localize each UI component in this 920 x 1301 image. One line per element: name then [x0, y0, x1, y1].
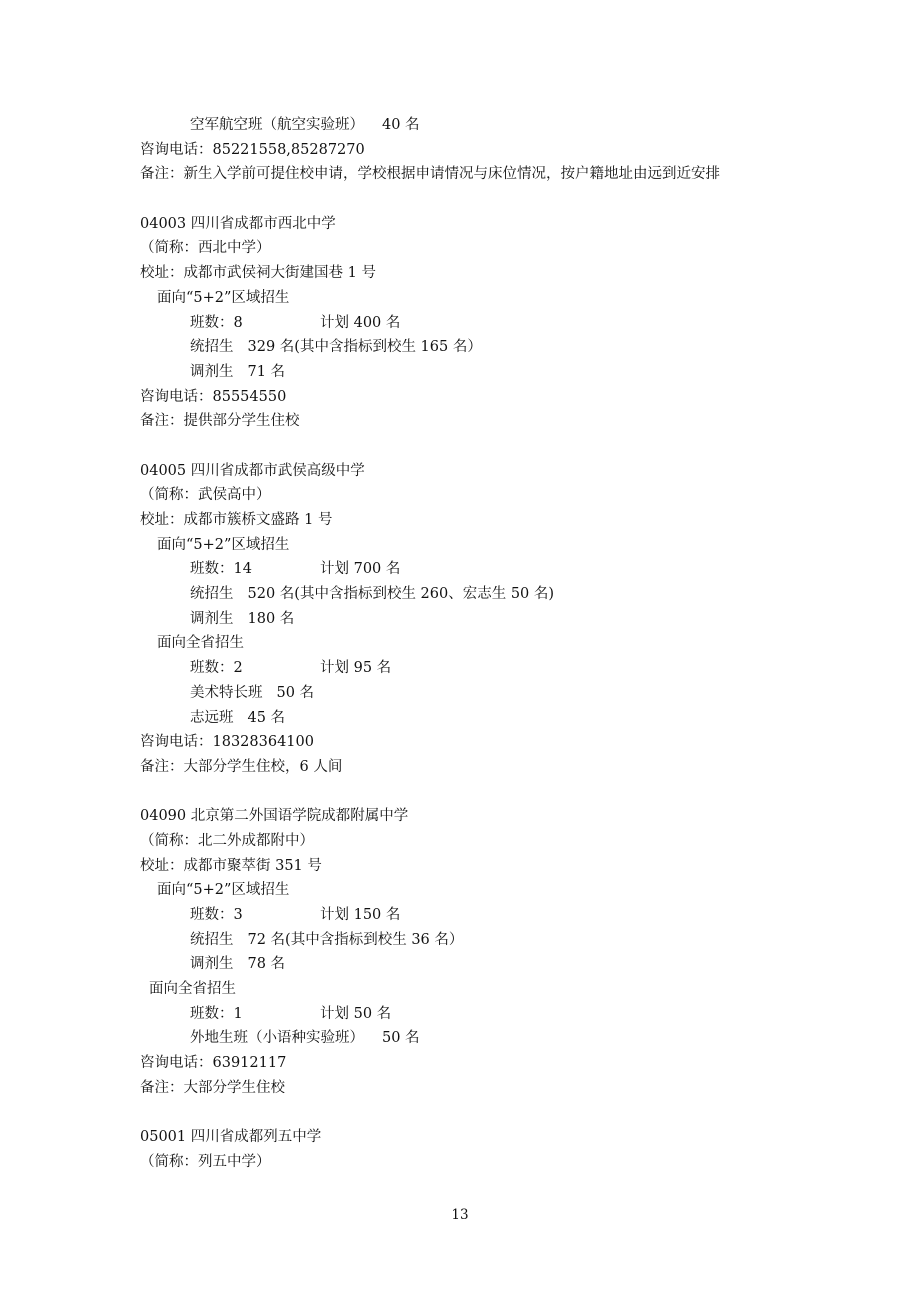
enrollment-section-title: 面向“5+2”区域招生	[157, 536, 290, 553]
school-address: 校址：成都市武侯祠大街建国巷 1 号	[140, 265, 376, 282]
school-entry	[140, 459, 840, 780]
class-plan-line: 班数：2 计划 95 名	[190, 660, 392, 677]
class-plan-line: 班数：3 计划 150 名	[190, 907, 401, 923]
quota-row: 调剂生 180 名	[190, 610, 295, 627]
school-entry	[140, 804, 840, 1100]
quota-row: 统招生 72 名(其中含指标到校生 36 名）	[190, 931, 464, 948]
school-short-name: （简称：北二外成都附中）	[140, 832, 314, 849]
school-entry	[140, 1125, 840, 1174]
quota-row: 统招生 329 名(其中含指标到校生 165 名）	[190, 339, 482, 356]
remark: 备注：大部分学生住校	[140, 1079, 285, 1096]
class-plan-line: 班数：14 计划 700 名	[190, 561, 401, 578]
school-heading: 04005 四川省成都市武侯高级中学	[140, 462, 365, 479]
school-short-name: （简称：西北中学）	[140, 240, 271, 257]
school-short-name: （简称：列五中学）	[140, 1153, 271, 1170]
school-heading: 04090 北京第二外国语学院成都附属中学	[140, 808, 409, 825]
page-number: 13	[451, 1207, 469, 1223]
quota-row: 统招生 520 名(其中含指标到校生 260、宏志生 50 名)	[190, 586, 555, 603]
page-content	[140, 113, 840, 1175]
school-heading: 04003 四川省成都市西北中学	[140, 215, 336, 232]
contact-phone: 咨询电话：18328364100	[140, 734, 314, 751]
enrollment-section-title: 面向全省招生	[149, 981, 236, 998]
quota-row: 外地生班（小语种实验班） 50 名	[190, 1030, 420, 1047]
school-entry	[140, 212, 840, 434]
quota-row: 调剂生 78 名	[190, 956, 286, 973]
class-plan-line: 班数：8 计划 400 名	[190, 314, 401, 331]
contact-phone: 咨询电话：85554550	[140, 388, 287, 405]
remark: 备注：提供部分学生住校	[140, 413, 300, 430]
enrollment-section-title: 面向“5+2”区域招生	[157, 882, 290, 899]
quota-row: 调剂生 71 名	[190, 363, 286, 380]
contact-phone: 咨询电话：85221558,85287270	[140, 141, 365, 158]
enrollment-section-title: 面向“5+2”区域招生	[157, 289, 290, 306]
school-heading: 05001 四川省成都列五中学	[140, 1129, 322, 1146]
enrollment-section-title: 面向全省招生	[157, 635, 244, 652]
quota-row: 志远班 45 名	[190, 709, 286, 726]
remark: 备注：大部分学生住校，6 人间	[140, 758, 343, 775]
class-plan-line: 班数：1 计划 50 名	[190, 1005, 392, 1022]
school-address: 校址：成都市簇桥文盛路 1 号	[140, 512, 333, 528]
class-line: 空军航空班（航空实验班） 40 名	[190, 117, 420, 133]
school-address: 校址：成都市聚萃街 351 号	[140, 857, 322, 874]
contact-phone: 咨询电话：63912117	[140, 1055, 287, 1072]
quota-row: 美术特长班 50 名	[190, 684, 315, 701]
school-short-name: （简称：武侯高中）	[140, 487, 271, 504]
remark: 备注：新生入学前可提住校申请，学校根据申请情况与床位情况，按户籍地址由远到近安排	[140, 166, 720, 183]
